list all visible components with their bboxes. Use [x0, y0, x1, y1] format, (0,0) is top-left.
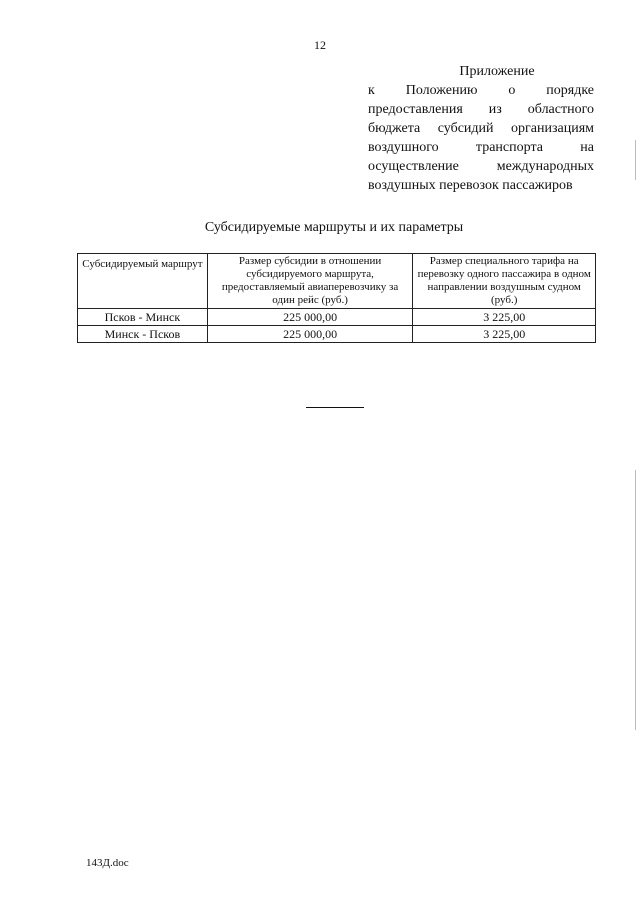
appendix-line: бюджета субсидий организациям: [368, 121, 594, 136]
cell-subsidy: 225 000,00: [207, 326, 413, 343]
cell-subsidy: 225 000,00: [207, 309, 413, 326]
cell-route: Минск - Псков: [78, 326, 208, 343]
appendix-line: воздушного транспорта на: [368, 140, 594, 155]
table-row: [78, 309, 596, 326]
header-tariff: Размер специального тарифа на перевозку одного пассажира в одном направлении воздушным судном (руб.): [413, 254, 596, 309]
appendix-line: осуществление международных: [368, 159, 594, 174]
cell-tariff: 3 225,00: [413, 309, 596, 326]
routes-table: [77, 253, 596, 343]
page-number: 12: [314, 38, 326, 52]
header-route: Субсидируемый маршрут: [78, 254, 208, 309]
table-heading: Субсидируемые маршруты и их параметры: [204, 220, 464, 235]
file-name-footer: 143Д.doc: [86, 857, 129, 869]
scan-edge-mark: [635, 140, 636, 180]
cell-route: Псков - Минск: [78, 309, 208, 326]
appendix-title: Приложение: [459, 64, 535, 79]
scan-edge-mark: [635, 470, 636, 730]
closing-rule: [306, 407, 364, 408]
table-header-row: [78, 254, 596, 309]
appendix-block: [368, 62, 594, 195]
appendix-line: воздушных перевозок пассажиров: [368, 178, 573, 193]
cell-tariff: 3 225,00: [413, 326, 596, 343]
appendix-line: к Положению о порядке: [368, 83, 594, 98]
table-row: [78, 326, 596, 343]
header-subsidy: Размер субсидии в отношении субсидируемого маршрута, предоставляемый авиаперевозчику за один рейс (руб.): [207, 254, 413, 309]
appendix-line: предоставления из областного: [368, 102, 594, 117]
